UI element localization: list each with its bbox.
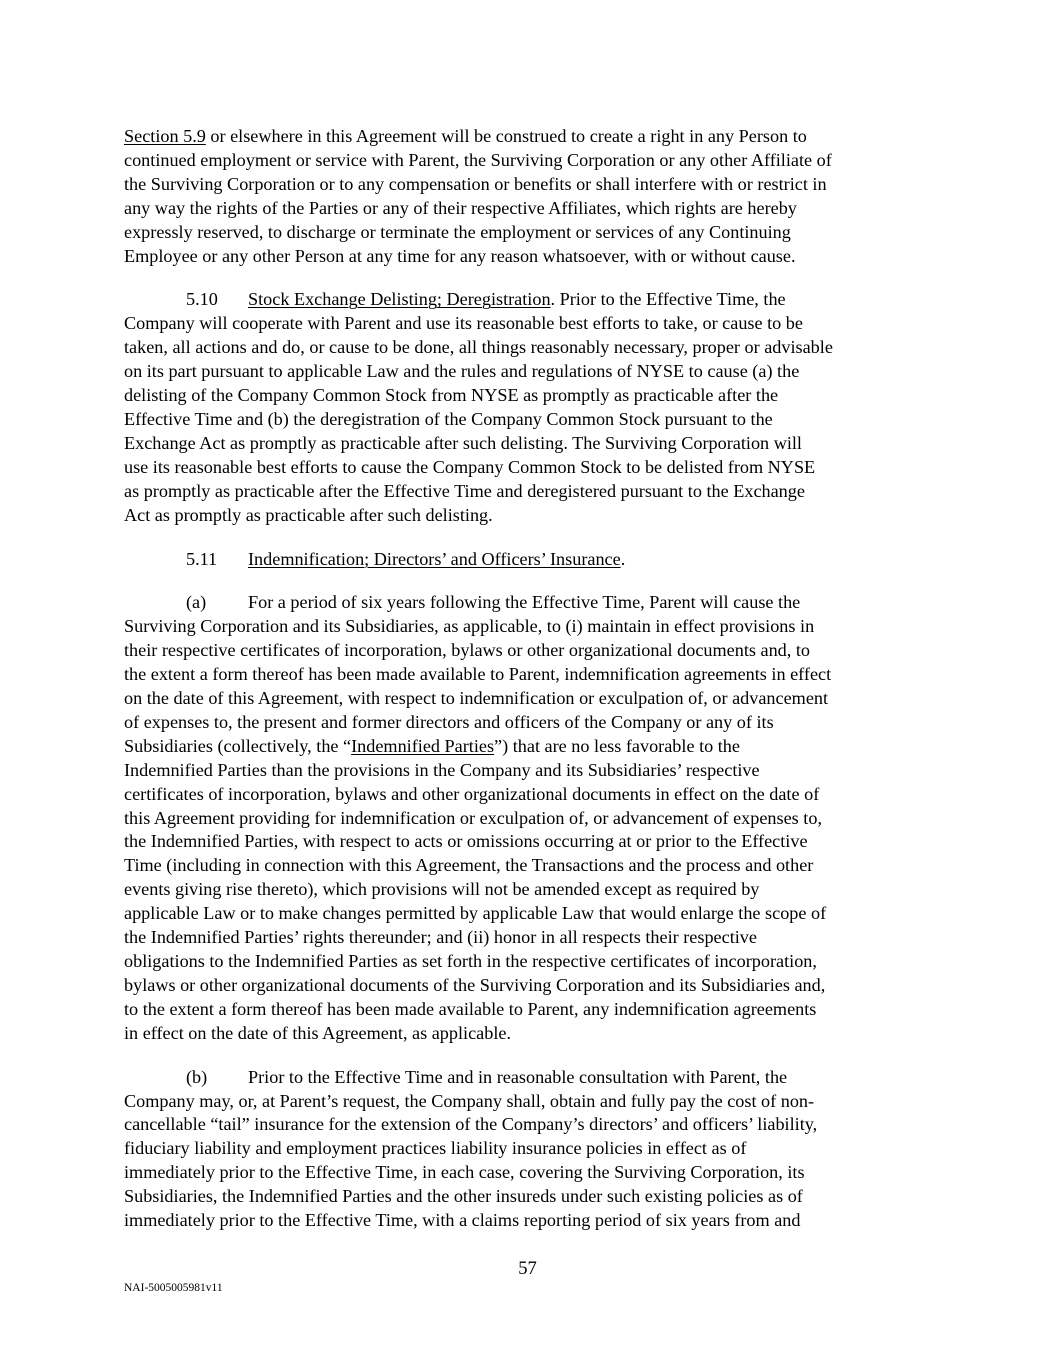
subsection-b xyxy=(124,1066,944,1233)
defined-term: Indemnified Parties xyxy=(351,735,495,756)
text-line: continued employment or service with Parent, the Surviving Corporation or any other Affiliate of xyxy=(124,149,832,170)
text-line: Exchange Act as promptly as practicable after such delisting. The Surviving Corporation will xyxy=(124,432,802,453)
document-id: NAI-5005005981v11 xyxy=(124,1282,223,1294)
text-line: bylaws or other organizational documents of the Surviving Corporation and its Subsidiaries and, xyxy=(124,974,826,995)
text-line: Surviving Corporation and its Subsidiaries, as applicable, to (i) maintain in effect provisions in xyxy=(124,616,815,637)
section-heading-line: 5.10 Stock Exchange Delisting; Deregistration. Prior to the Effective Time, the xyxy=(124,288,944,312)
text-line: cancellable “tail” insurance for the extension of the Company’s directors’ and officers’ liability, xyxy=(124,1114,818,1135)
text-line: the Indemnified Parties, with respect to acts or omissions occurring at or prior to the Effective xyxy=(124,831,808,852)
text-line: Indemnified Parties than the provisions in the Company and its Subsidiaries’ respective xyxy=(124,759,760,780)
text-line: on the date of this Agreement, with respect to indemnification or exculpation of, or advancement xyxy=(124,688,829,709)
text-line: the Indemnified Parties’ rights thereunder; and (ii) honor in all respects their respective xyxy=(124,927,757,948)
text-line: this Agreement providing for indemnification or exculpation of, or advancement of expenses to, xyxy=(124,807,822,828)
subsection-a xyxy=(124,591,944,1045)
text-line: applicable Law or to make changes permitted by applicable Law that would enlarge the scope of xyxy=(124,903,827,924)
text-line: in effect on the date of this Agreement, as applicable. xyxy=(124,1022,512,1043)
text-line: Time (including in connection with this Agreement, the Transactions and the process and other xyxy=(124,855,814,876)
section-heading: Stock Exchange Delisting; Deregistration xyxy=(248,289,551,310)
page-number: 57 xyxy=(518,1259,537,1279)
text-line: fiduciary liability and employment practices liability insurance policies in effect as of xyxy=(124,1138,747,1159)
text-line: Company may, or, at Parent’s request, the Company shall, obtain and fully pay the cost of non- xyxy=(124,1090,815,1111)
subsection-first-line: (a) For a period of six years following the Effective Time, Parent will cause the xyxy=(124,591,944,615)
section-heading-line: 5.11 Indemnification; Directors’ and Officers’ Insurance. xyxy=(124,548,944,572)
text-line: obligations to the Indemnified Parties as set forth in the respective certificates of incorporation, xyxy=(124,951,817,971)
section-heading: Indemnification; Directors’ and Officers’ Insurance xyxy=(248,548,621,569)
text-line: of expenses to, the present and former directors and officers of the Company or any of its xyxy=(124,711,774,732)
text-line: the Surviving Corporation or to any compensation or benefits or shall interfere with or restrict in xyxy=(124,173,827,194)
section-number: 5.10 xyxy=(186,289,218,310)
text-line: Section 5.9 or elsewhere in this Agreement will be construed to create a right in any Person to xyxy=(124,126,807,146)
section-number: 5.11 xyxy=(186,548,218,569)
text-line: immediately prior to the Effective Time, in each case, covering the Surviving Corporation, its xyxy=(124,1162,805,1183)
text-line: immediately prior to the Effective Time, with a claims reporting period of six years from and xyxy=(124,1210,801,1231)
continuation-paragraph xyxy=(124,125,944,268)
text-line: Company will cooperate with Parent and use its reasonable best efforts to take, or cause to be xyxy=(124,313,803,334)
section-reference-link[interactable]: Section 5.9 xyxy=(124,126,206,146)
text-line: delisting of the Company Common Stock from NYSE as promptly as practicable after the xyxy=(124,385,779,406)
text-line: events giving rise thereto), which provisions will not be amended except as required by xyxy=(124,879,760,900)
text-line: Subsidiaries, the Indemnified Parties and the other insureds under such existing policies as of xyxy=(124,1186,803,1207)
text-line: on its part pursuant to applicable Law and the rules and regulations of NYSE to cause (a) the xyxy=(124,361,800,382)
page-body xyxy=(124,125,944,1233)
section-5-11 xyxy=(124,548,944,572)
text-line: use its reasonable best efforts to cause the Company Common Stock to be delisted from NYSE xyxy=(124,456,816,477)
text-line: Subsidiaries (collectively, the “Indemnified Parties”) that are no less favorable to the xyxy=(124,735,740,756)
text-line: Effective Time and (b) the deregistration of the Company Common Stock pursuant to the xyxy=(124,408,773,429)
text-line: as promptly as practicable after the Effective Time and deregistered pursuant to the Exchange xyxy=(124,480,805,501)
text-line: to the extent a form thereof has been made available to Parent, any indemnification agreements xyxy=(124,998,817,1019)
text-line: Act as promptly as practicable after such delisting. xyxy=(124,504,493,525)
subsection-number: (b) xyxy=(186,1066,208,1087)
text-line: expressly reserved, to discharge or terminate the employment or services of any Continuing xyxy=(124,221,791,242)
subsection-number: (a) xyxy=(186,592,207,613)
text-line: any way the rights of the Parties or any of their respective Affiliates, which rights are hereby xyxy=(124,197,797,218)
section-5-10 xyxy=(124,288,944,527)
text-line: taken, all actions and do, or cause to be done, all things reasonably necessary, proper or advisable xyxy=(124,337,833,358)
text-line: certificates of incorporation, bylaws and other organizational documents in effect on the date of xyxy=(124,783,820,804)
text-line: their respective certificates of incorporation, bylaws or other organizational documents and, to xyxy=(124,640,811,661)
text-line: the extent a form thereof has been made available to Parent, indemnification agreements in effect xyxy=(124,664,832,685)
subsection-first-line: (b) Prior to the Effective Time and in reasonable consultation with Parent, the xyxy=(124,1066,944,1090)
text-line: Employee or any other Person at any time for any reason whatsoever, with or without cause. xyxy=(124,245,796,266)
